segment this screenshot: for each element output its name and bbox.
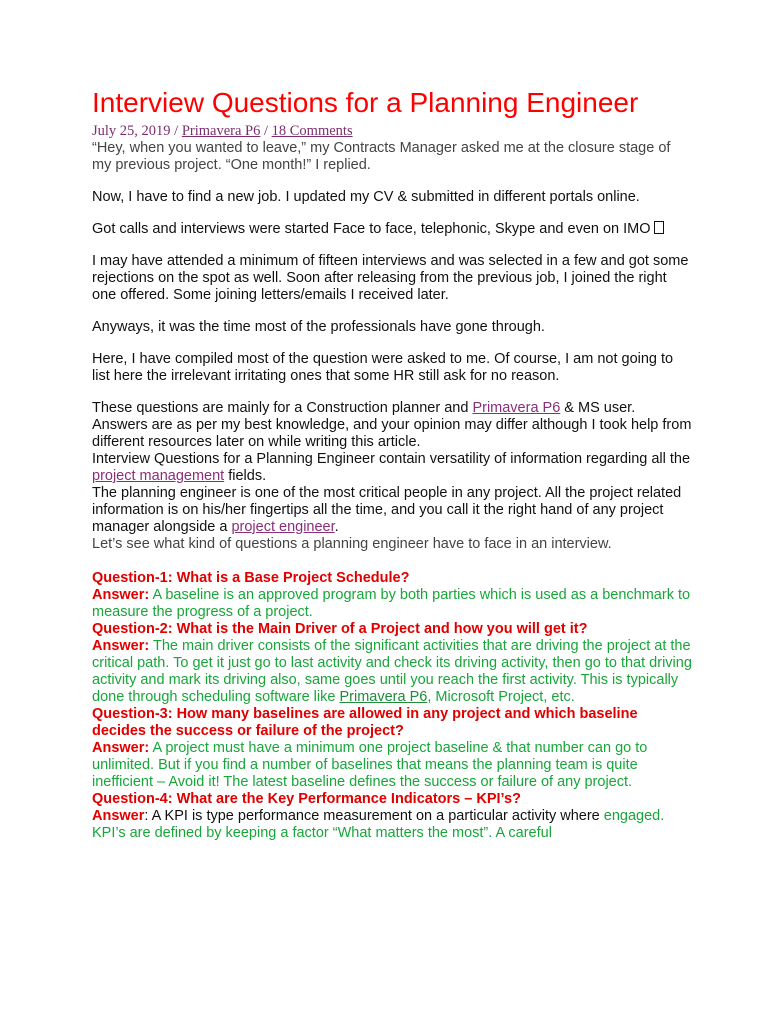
intro-paragraph-10: Let’s see what kind of questions a planning engineer have to face in an interview. xyxy=(92,536,612,552)
article-title: Interview Questions for a Planning Engineer xyxy=(92,87,639,118)
intro-paragraph-9-text: . xyxy=(334,519,339,535)
question-4: Question-4: What are the Key Performance Indicators – KPI’s? xyxy=(92,791,521,807)
answer-label: Answer: xyxy=(92,638,150,654)
intro-paragraph-3 xyxy=(92,221,692,238)
comments-link[interactable]: 18 Comments xyxy=(271,123,353,139)
question-3: Question-3: How many baselines are allowed in any project and which baseline decides the success or failure of the project? xyxy=(92,706,638,739)
project-management-link[interactable]: project management xyxy=(92,468,225,484)
answer-4-text-part: : A KPI is type performance measurement on a particular activity where xyxy=(144,808,604,824)
intro-paragraph-3-text: Got calls and interviews were started Face to face, telephonic, Skype and even on IMO xyxy=(92,221,651,237)
intro-paragraph-7 xyxy=(92,400,692,451)
meta-separator: / xyxy=(170,123,182,139)
question-2: Question-2: What is the Main Driver of a Project and how you will get it? xyxy=(92,621,588,637)
answer-4-text-part: engaged. KPI’s are defined by keeping a factor “What matters the most”. A careful xyxy=(92,808,665,841)
answer-3-text: A project must have a minimum one project baseline & that number can go to unlimited. But if you find a number of baselines that means the planning team is quite inefficient – Avoid it! The latest baseline defines the success or failure of any project. xyxy=(92,740,648,790)
project-engineer-link[interactable]: project engineer xyxy=(231,519,335,535)
category-link[interactable]: Primavera P6 xyxy=(181,123,261,139)
intro-paragraph-7-text: & MS user. Answers are as per my best knowledge, and your opinion may differ although I took help from different resources later on while writing this article. xyxy=(92,400,692,450)
primavera-p6-link[interactable]: Primavera P6 xyxy=(339,689,428,705)
intro-paragraph-7-text: These questions are mainly for a Construction planner and xyxy=(92,400,473,416)
primavera-p6-link[interactable]: Primavera P6 xyxy=(472,400,561,416)
intro-paragraph-4: I may have attended a minimum of fifteen interviews and was selected in a few and got some rejections on the spot as well. Soon after releasing from the previous job, I joined the right one offered. Some joining letters/emails I received later. xyxy=(92,253,689,303)
answer-1-text: A baseline is an approved program by both parties which is used as a benchmark to measure the progress of a project. xyxy=(92,587,691,620)
answer-3 xyxy=(92,740,692,791)
answer-2-text: The main driver consists of the significant activities that are driving the project at the critical path. To get it just go to last activity and check its driving activity, then go to that driving activity and mark its driving also, same goes until you reach the first activity. This is typically done through scheduling software like xyxy=(92,638,692,705)
post-date: July 25, 2019 xyxy=(92,123,171,139)
intro-paragraph-8-text: Interview Questions for a Planning Engineer contain versatility of information regarding all the xyxy=(92,451,691,467)
intro-paragraph-2: Now, I have to find a new job. I updated my CV & submitted in different portals online. xyxy=(92,189,640,205)
meta-separator: / xyxy=(260,123,272,139)
article-body xyxy=(92,86,692,842)
intro-paragraph-9 xyxy=(92,485,692,536)
answer-4 xyxy=(92,808,692,842)
answer-label: Answer: xyxy=(92,740,150,756)
answer-4-text xyxy=(92,808,664,841)
intro-paragraph-6: Here, I have compiled most of the question were asked to me. Of course, I am not going to list here the irrelevant irritating ones that some HR still ask for no reason. xyxy=(92,351,674,384)
intro-paragraph-8-text: fields. xyxy=(224,468,267,484)
intro-paragraph-5: Anyways, it was the time most of the professionals have gone through. xyxy=(92,319,545,335)
intro-paragraph-8 xyxy=(92,451,692,485)
answer-2 xyxy=(92,638,692,706)
intro-paragraph-9-text: The planning engineer is one of the most critical people in any project. All the project related information is on his/her fingertips all the time, and you call it the right hand of any project manager alongside a xyxy=(92,485,682,535)
question-1: Question-1: What is a Base Project Schedule? xyxy=(92,570,410,586)
intro-paragraph-1: “Hey, when you wanted to leave,” my Contracts Manager asked me at the closure stage of my previous project. “One month!” I replied. xyxy=(92,140,671,173)
answer-label: Answer: xyxy=(92,587,150,603)
answer-label-word: Answer xyxy=(92,808,145,824)
answer-2-text: , Microsoft Project, etc. xyxy=(427,689,575,705)
answer-1 xyxy=(92,587,692,621)
missing-emoji-icon xyxy=(654,221,664,234)
article-meta xyxy=(92,122,692,140)
